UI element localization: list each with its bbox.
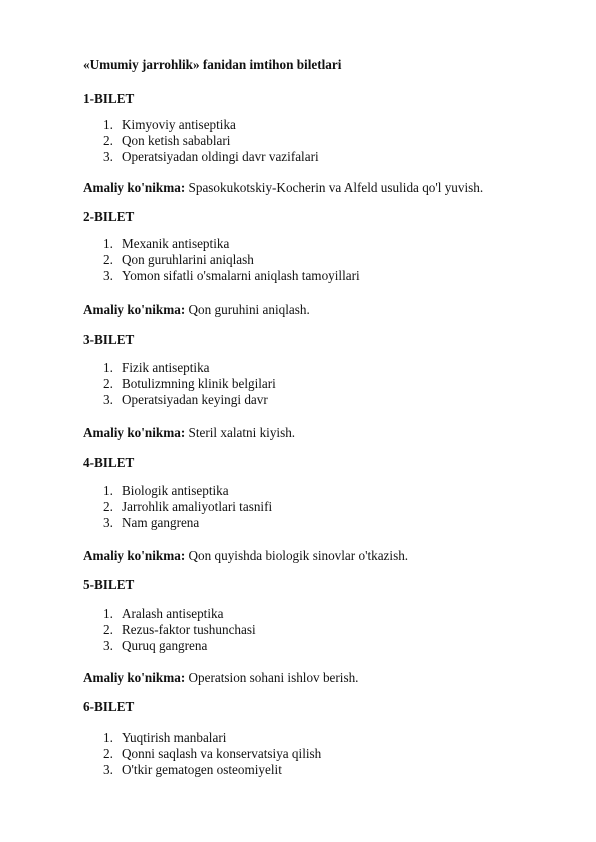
question-text: Qon ketish sabablari xyxy=(122,133,231,148)
question-number: 3. xyxy=(103,762,113,777)
question-item xyxy=(103,268,360,284)
question-item xyxy=(103,515,272,531)
question-text: O'tkir gematogen osteomiyelit xyxy=(122,762,282,777)
question-item xyxy=(103,360,276,376)
question-item xyxy=(103,622,256,638)
question-number: 3. xyxy=(103,638,113,653)
practical-label: Amaliy ko'nikma: xyxy=(83,302,186,317)
ticket-heading: 6-BILET xyxy=(83,699,135,714)
practical-task xyxy=(83,670,358,686)
question-number: 3. xyxy=(103,392,113,407)
practical-task xyxy=(83,548,408,564)
question-list xyxy=(103,606,256,654)
ticket-heading: 3-BILET xyxy=(83,332,135,347)
question-text: Fizik antiseptika xyxy=(122,360,210,375)
practical-label: Amaliy ko'nikma: xyxy=(83,548,186,563)
question-item xyxy=(103,252,360,268)
question-item xyxy=(103,149,319,165)
question-text: Yuqtirish manbalari xyxy=(122,730,227,745)
question-text: Biologik antiseptika xyxy=(122,483,229,498)
question-text: Kimyoviy antiseptika xyxy=(122,117,236,132)
ticket-heading: 5-BILET xyxy=(83,577,135,592)
question-text: Qon guruhlarini aniqlash xyxy=(122,252,254,267)
question-list xyxy=(103,730,321,778)
question-item xyxy=(103,483,272,499)
question-number: 1. xyxy=(103,730,113,745)
question-number: 2. xyxy=(103,133,113,148)
practical-label: Amaliy ko'nikma: xyxy=(83,670,186,685)
question-number: 1. xyxy=(103,117,113,132)
question-number: 1. xyxy=(103,236,113,251)
question-item xyxy=(103,762,321,778)
question-number: 2. xyxy=(103,376,113,391)
question-number: 2. xyxy=(103,499,113,514)
question-item xyxy=(103,606,256,622)
question-item xyxy=(103,730,321,746)
question-text: Jarrohlik amaliyotlari tasnifi xyxy=(122,499,273,514)
practical-text: Operatsion sohani ishlov berish. xyxy=(188,670,359,685)
question-number: 2. xyxy=(103,622,113,637)
practical-task xyxy=(83,302,310,318)
page-title: «Umumiy jarrohlik» fanidan imtihon biletlari xyxy=(83,57,342,72)
question-list xyxy=(103,117,319,165)
question-text: Mexanik antiseptika xyxy=(122,236,230,251)
ticket-heading: 1-BILET xyxy=(83,91,135,106)
question-text: Operatsiyadan oldingi davr vazifalari xyxy=(122,149,319,164)
question-number: 2. xyxy=(103,252,113,267)
practical-label: Amaliy ko'nikma: xyxy=(83,180,186,195)
question-number: 3. xyxy=(103,268,113,283)
question-number: 1. xyxy=(103,483,113,498)
question-item xyxy=(103,117,319,133)
question-item xyxy=(103,236,360,252)
question-list xyxy=(103,236,360,284)
question-number: 1. xyxy=(103,360,113,375)
ticket-heading: 2-BILET xyxy=(83,209,135,224)
question-item xyxy=(103,499,272,515)
question-item xyxy=(103,638,256,654)
question-number: 1. xyxy=(103,606,113,621)
question-item xyxy=(103,392,276,408)
question-text: Quruq gangrena xyxy=(122,638,208,653)
question-text: Botulizmning klinik belgilari xyxy=(122,376,276,391)
question-list xyxy=(103,483,272,531)
question-text: Nam gangrena xyxy=(122,515,200,530)
practical-task xyxy=(83,425,295,441)
question-number: 3. xyxy=(103,149,113,164)
practical-label: Amaliy ko'nikma: xyxy=(83,425,186,440)
ticket-heading: 4-BILET xyxy=(83,455,135,470)
practical-task xyxy=(83,180,483,196)
question-text: Yomon sifatli o'smalarni aniqlash tamoyillari xyxy=(122,268,360,283)
practical-text: Spasokukotskiy-Kocherin va Alfeld usulida qo'l yuvish. xyxy=(188,180,484,195)
practical-text: Qon guruhini aniqlash. xyxy=(188,302,310,317)
question-list xyxy=(103,360,276,408)
question-item xyxy=(103,133,319,149)
question-text: Aralash antiseptika xyxy=(122,606,224,621)
question-text: Rezus-faktor tushunchasi xyxy=(122,622,256,637)
question-number: 3. xyxy=(103,515,113,530)
question-number: 2. xyxy=(103,746,113,761)
question-text: Operatsiyadan keyingi davr xyxy=(122,392,268,407)
question-item xyxy=(103,746,321,762)
question-text: Qonni saqlash va konservatsiya qilish xyxy=(122,746,322,761)
question-item xyxy=(103,376,276,392)
practical-text: Qon quyishda biologik sinovlar o'tkazish. xyxy=(188,548,409,563)
practical-text: Steril xalatni kiyish. xyxy=(188,425,296,440)
